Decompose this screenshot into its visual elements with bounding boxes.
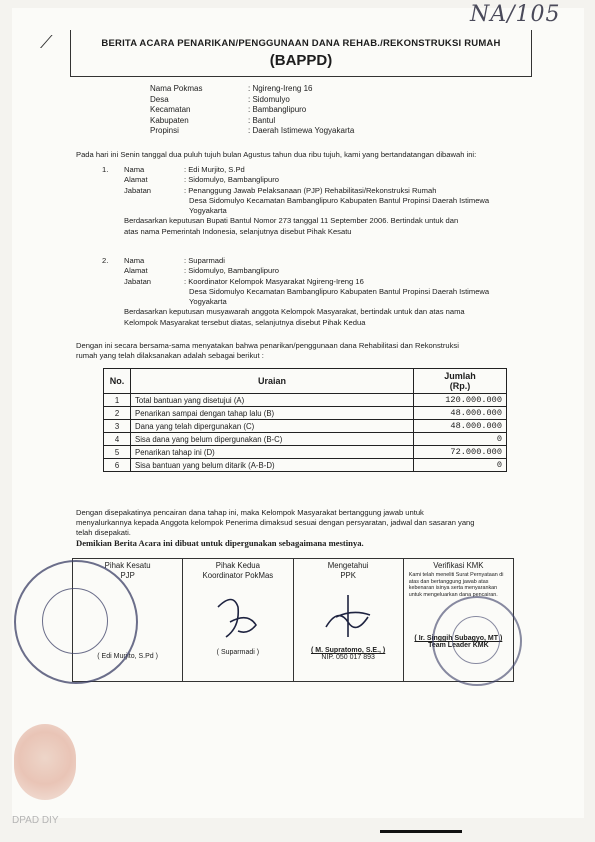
signature-scribble-icon bbox=[318, 587, 378, 645]
footer-watermark: DPAD DIY bbox=[12, 815, 59, 826]
col-no: No. bbox=[104, 369, 131, 394]
document-header bbox=[70, 30, 532, 77]
pokmas-info: Nama Pokmas : Ngireng-Ireng 16 Desa : Sidomulyo Kecamatan : Bambanglipuro Kabupaten : Bantul Propinsi : Daerah Istimewa Yogyakarta bbox=[150, 84, 355, 135]
col-uraian: Uraian bbox=[131, 369, 414, 394]
village-stamp-icon bbox=[14, 560, 138, 684]
table-row: 3 Dana yang telah dipergunakan (C) 48.000.000 bbox=[104, 420, 507, 433]
party-two: 2. Nama : Suparmadi Alamat : Sidomulyo, Bambanglipuro Jabatan : Koordinator Kelompok Masyarakat Ngireng-Ireng 16 Desa Sidomulyo Kecamatan Bambanglipuro Kabupaten Bantul Propinsi Daerah Istimewa Yogyakarta Berdasarkan keputusan musyawarah anggota Kelompok Masyarakat, bertindak untuk dan atas nama Kelompok Masyarakat tersebut diatas, selanjutnya disebut Pihak Kedua bbox=[102, 256, 490, 327]
signature-cell: Mengetahui PPK ( M. Supratomo, S.E., ) NIP. 050 017 893 bbox=[293, 559, 403, 682]
check-mark-icon: ⟋ bbox=[40, 32, 53, 52]
document-code: (BAPPD) bbox=[269, 52, 333, 69]
closing-line-2: menyalurkannya kepada Anggota kelompok Penerima dimaksud sesuai dengan persyaratan, jadwal dan sasaran yang bbox=[76, 518, 475, 527]
intro-paragraph: Pada hari ini Senin tanggal dua puluh tujuh bulan Agustus tahun dua ribu tujuh, kami yang bertandatangan dibawah ini: bbox=[76, 150, 477, 159]
table-row: 2 Penarikan sampai dengan tahap lalu (B) 48.000.000 bbox=[104, 407, 507, 420]
table-row: 5 Penarikan tahap ini (D) 72.000.000 bbox=[104, 446, 507, 459]
document-title: BERITA ACARA PENARIKAN/PENGGUNAAN DANA REHAB./REKONSTRUKSI RUMAH bbox=[101, 38, 501, 49]
party-one: 1. Nama : Edi Murjito, S.Pd Alamat : Sidomulyo, Bambanglipuro Jabatan : Penanggung Jawab Pelaksanaan (PJP) Rehabilitasi/Rekonstruksi Rumah Desa Sidomulyo Kecamatan Bambanglipuro Kabupaten Bantul Propinsi Daerah Istimewa Yogyakarta Berdasarkan keputusan Bupati Bantul Nomor 273 tanggal 11 September 2006. Bertindak untuk dan atas nama Pemerintah Indonesia, selanjutnya disebut Pihak Kesatu bbox=[102, 165, 490, 236]
table-row: 1 Total bantuan yang disetujui (A) 120.000.000 bbox=[104, 394, 507, 407]
disbursement-table bbox=[103, 368, 507, 472]
table-row: 6 Sisa bantuan yang belum ditarik (A-B-D) 0 bbox=[104, 459, 507, 472]
col-jumlah: Jumlah (Rp.) bbox=[414, 369, 507, 394]
signature-scribble-icon bbox=[208, 587, 268, 647]
handwritten-annotation: NA/105 bbox=[470, 2, 561, 27]
archive-seal-icon bbox=[14, 724, 76, 800]
signature-cell: Pihak Kedua Koordinator PokMas ( Suparmadi ) bbox=[183, 559, 293, 682]
kmk-note: Kami telah meneliti Surat Pernyataan di atas dan bertanggung jawab atas kebenaran isinya serta menyarankan untuk mengeluarkan dana pencairan. bbox=[408, 572, 504, 598]
closing-line-1: Dengan disepakatinya pencairan dana tahap ini, maka Kelompok Masyarakat bertanggung jawab untuk bbox=[76, 508, 424, 517]
statement-line-2: rumah yang telah dilaksanakan adalah sebagai berikut : bbox=[76, 351, 264, 360]
closing-line-3: telah disepakati. bbox=[76, 528, 131, 537]
kmk-stamp-icon bbox=[432, 596, 522, 686]
closing-line-4: Demikian Berita Acara ini dibuat untuk dipergunakan sebagaimana mestinya. bbox=[76, 538, 364, 548]
statement-line-1: Dengan ini secara bersama-sama menyatakan bahwa penarikan/penggunaan dana Rehabilitasi dan Rekonstruksi bbox=[76, 341, 459, 350]
table-row: 4 Sisa dana yang belum dipergunakan (B-C) 0 bbox=[104, 433, 507, 446]
footer-bar bbox=[380, 830, 462, 833]
signature-cell: Pihak Kesatu PJP ( Edi Murjito, S.Pd ) bbox=[73, 559, 183, 682]
signature-cell: Verifikasi KMK Kami telah meneliti Surat Pernyataan di atas dan bertanggung jawab atas kebenaran isinya serta menyarankan untuk mengeluarkan dana pencairan. ( Ir. Singgih Subagyo, MT ) Team Leader KMK bbox=[403, 559, 513, 682]
